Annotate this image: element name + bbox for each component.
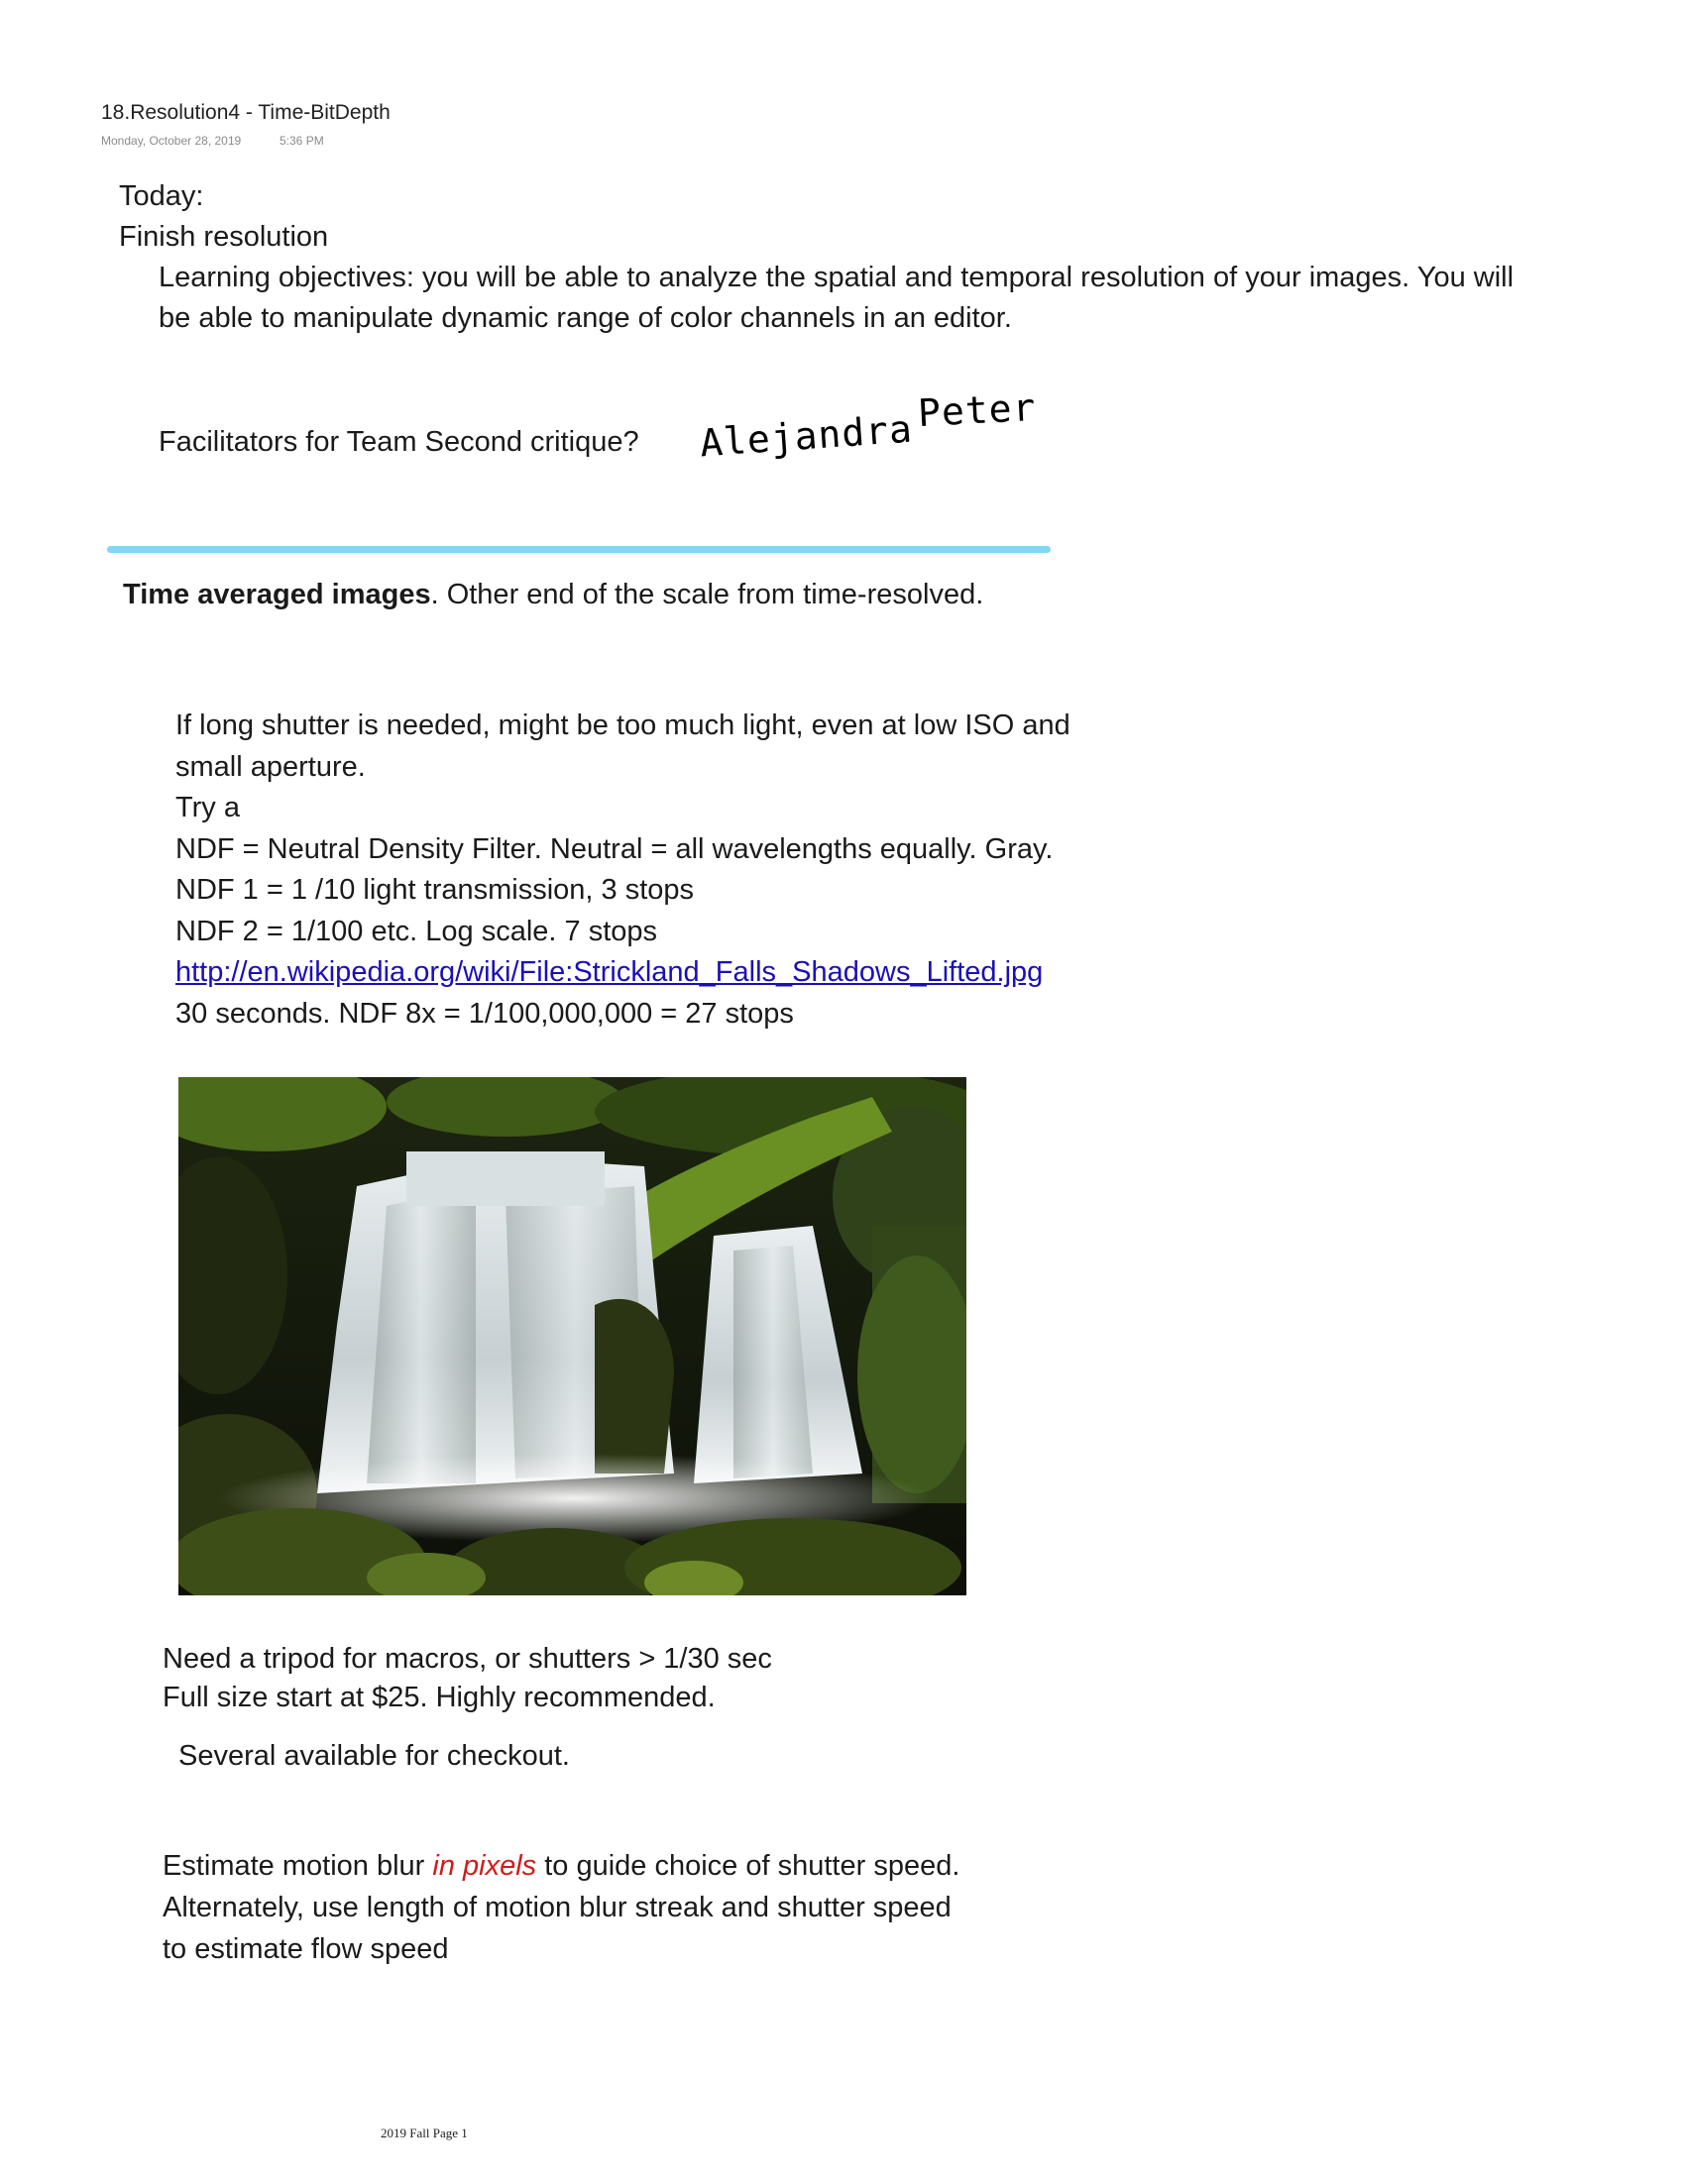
time-averaged-bold: Time averaged images [123, 579, 431, 610]
tripod-notes [163, 1640, 772, 1717]
page-time: 5:36 PM [280, 134, 324, 148]
in-pixels-emphasis: in pixels [432, 1850, 537, 1882]
handwritten-name-peter: Peter [916, 384, 1038, 436]
tripod-line-2: Full size start at $25. Highly recommended. [163, 1682, 716, 1713]
estimate-line-2: Alternately, use length of motion blur streak and shutter speed [163, 1892, 952, 1923]
motion-blur-notes [163, 1845, 959, 1970]
waterfall-photo [178, 1077, 966, 1595]
estimate-line-1-pre: Estimate motion blur [163, 1850, 433, 1882]
handwritten-name-alejandra: Alejandra [698, 406, 915, 466]
page-footer: 2019 Fall Page 1 [381, 2126, 468, 2140]
ndf-line-3: Try a [175, 792, 240, 823]
objectives-line-2: be able to manipulate dynamic range of color channels in an editor. [159, 302, 1012, 334]
ndf-line-8: 30 seconds. NDF 8x = 1/100,000,000 = 27 stops [175, 997, 794, 1030]
estimate-line-1-post: to guide choice of shutter speed. [536, 1850, 960, 1882]
page-title: 18.Resolution4 - Time-BitDepth [101, 101, 391, 124]
objectives-line-1: Learning objectives: you will be able to analyze the spatial and temporal resolution of your images. You will [159, 262, 1515, 293]
ndf-notes [175, 706, 1070, 1035]
ndf-line-1: If long shutter is needed, might be too much light, even at low ISO and [175, 710, 1070, 741]
ndf-line-2: small aperture. [175, 750, 366, 783]
finish-resolution-text: Finish resolution [119, 221, 329, 253]
ndf-line-6: NDF 2 = 1/100 etc. Log scale. 7 stops [175, 915, 658, 947]
checkout-note: Several available for checkout. [178, 1740, 570, 1772]
time-averaged-heading [123, 575, 983, 615]
wikipedia-link[interactable]: http://en.wikipedia.org/wiki/File:Strickland_Falls_Shadows_Lifted.jpg [175, 956, 1044, 988]
section-divider [107, 546, 1051, 553]
time-averaged-rest: . Other end of the scale from time-resolved. [430, 579, 984, 610]
page-date: Monday, October 28, 2019 [101, 134, 242, 148]
ndf-line-4: NDF = Neutral Density Filter. Neutral = all wavelengths equally. Gray. [175, 832, 1054, 865]
today-heading: Today: [119, 180, 204, 212]
estimate-line-1 [163, 1845, 959, 1887]
learning-objectives [159, 258, 1645, 339]
tripod-line-1: Need a tripod for macros, or shutters > 1/30 sec [163, 1643, 772, 1675]
estimate-line-3: to estimate flow speed [163, 1933, 449, 1965]
facilitators-question: Facilitators for Team Second critique? [159, 426, 639, 458]
ndf-line-5: NDF 1 = 1 /10 light transmission, 3 stops [175, 874, 695, 906]
